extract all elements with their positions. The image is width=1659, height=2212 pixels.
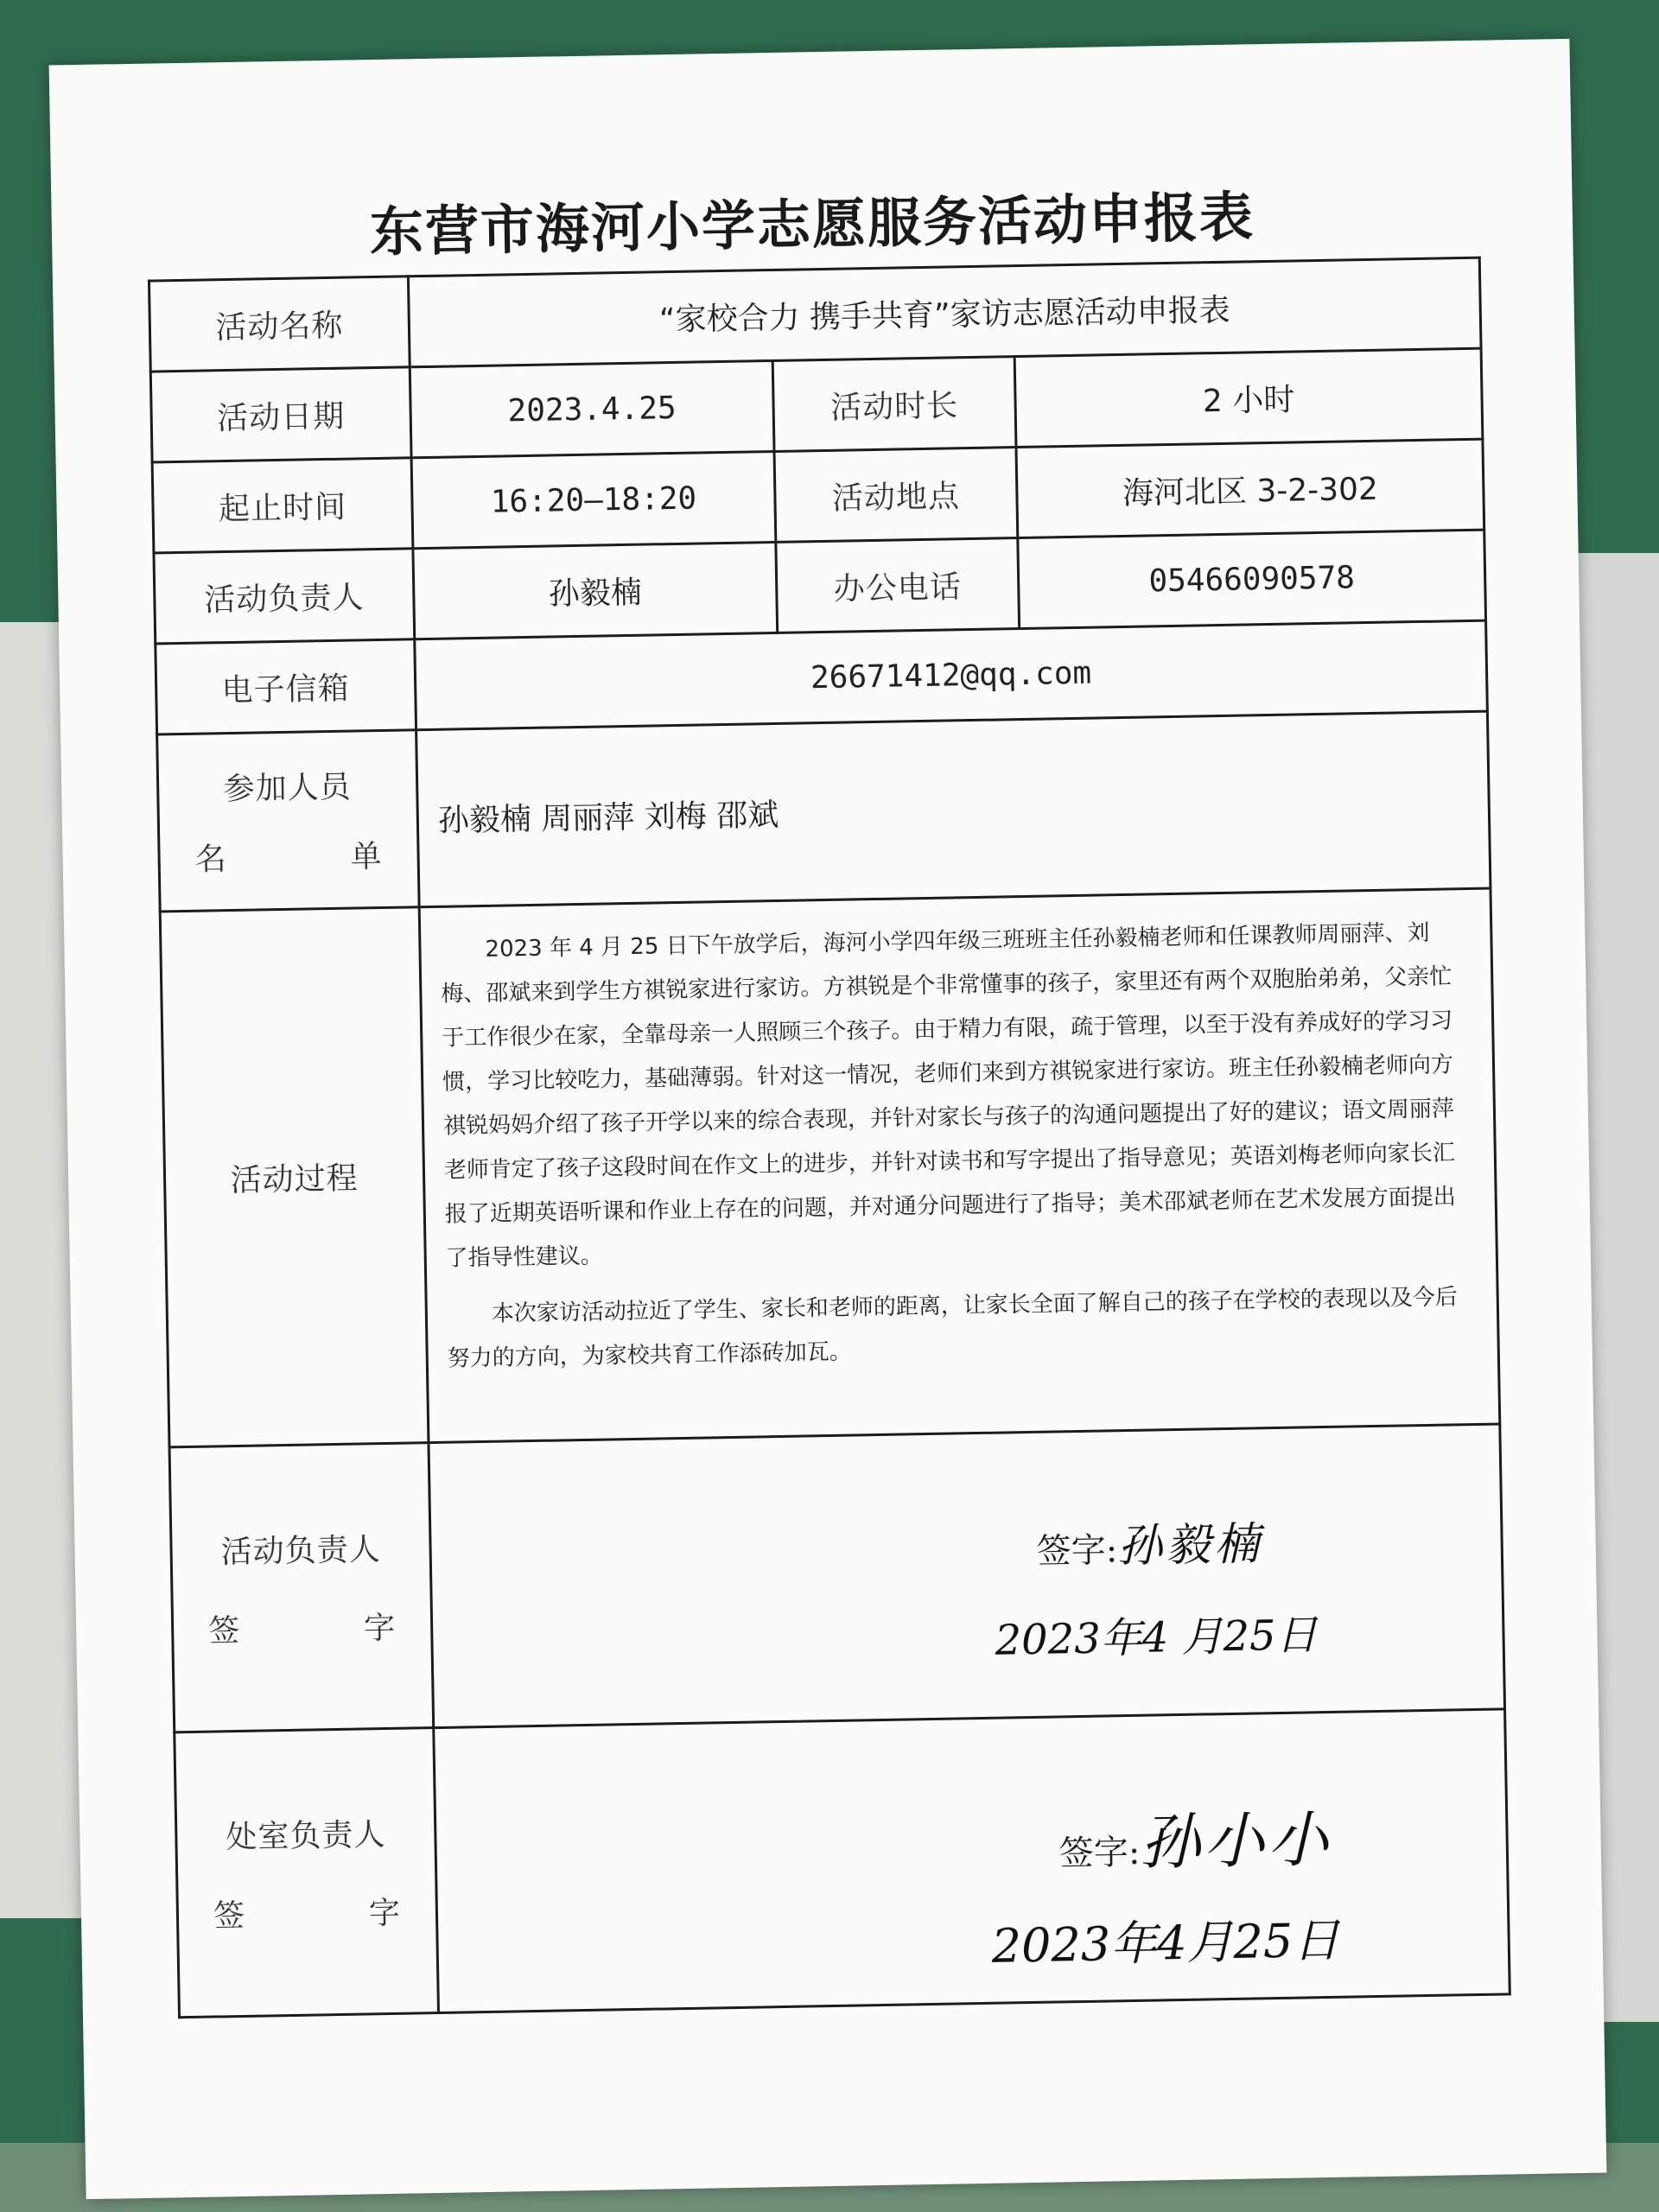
participants-value: 孙毅楠 周丽萍 刘梅 邵斌 — [416, 711, 1491, 907]
leader-sign-line — [1036, 1507, 1263, 1576]
office-handwritten-signature: 孙小小 — [1139, 1803, 1332, 1878]
participants-label-char-a: 名 — [194, 842, 228, 878]
activity-name-label: 活动名称 — [149, 276, 410, 372]
office-sign-label — [175, 1728, 439, 2018]
leader-sign-date: 2023年4 月25日 — [995, 1611, 1319, 1665]
time-value: 16:20—18:20 — [411, 451, 776, 548]
phone-value: 05466090578 — [1018, 530, 1486, 628]
phone-label: 办公电话 — [776, 538, 1020, 633]
participants-label-char-b: 单 — [350, 838, 383, 875]
leader-sign-prefix: 签字: — [1036, 1530, 1118, 1572]
process-paragraph-1: 2023 年 4 月 25 日下午放学后，海河小学四年级三班班主任孙毅楠老师和任课教师周丽萍、刘梅、邵斌来到学生方祺锐家进行家访。方祺锐是个非常懂事的孩子，家里还有两个双胞胎弟弟，父亲忙于工作很少在家，全靠母亲一人照顾三个孩子。由于精力有限，疏于管理，以至于没有养成好的学习习惯，学习比较吃力，基础薄弱。针对这一情况，老师们来到方祺锐家进行家访。班主任孙毅楠老师向方祺锐妈妈介绍了孩子开学以来的综合表现，并针对家长与孩子的沟通问题提出了好的建议；语文周丽萍老师肯定了孩子这段时间在作文上的进步，并针对读书和写字提出了指导意见；英语刘梅老师向家长汇报了近期英语听课和作业上存在的问题，并对通分问题进行了指导；美术邵斌老师在艺术发展方面提出了指导性建议。 — [441, 919, 1456, 1272]
leader-sign-label-char-b: 字 — [363, 1610, 397, 1646]
email-value: 26671412@qq.com — [415, 620, 1488, 730]
leader-sign-label-line1: 活动负责人 — [220, 1531, 381, 1570]
office-sign-label-char-b: 字 — [368, 1895, 402, 1931]
leader-label: 活动负责人 — [154, 549, 415, 644]
office-sign-label-line1: 处室负责人 — [226, 1816, 386, 1855]
row-leader-sign — [169, 1424, 1505, 1732]
office-sign-label-char-a: 签 — [213, 1897, 246, 1935]
date-label: 活动日期 — [150, 367, 411, 462]
row-participants — [157, 711, 1491, 912]
process-label: 活动过程 — [160, 907, 429, 1447]
form-paper — [49, 39, 1607, 2199]
time-label: 起止时间 — [152, 458, 413, 553]
leader-sign-label — [169, 1443, 434, 1732]
office-sign-cell — [434, 1709, 1510, 2013]
duration-label: 活动时长 — [772, 357, 1016, 452]
date-value: 2023.4.25 — [410, 360, 774, 457]
participants-label-line1: 参加人员 — [223, 769, 353, 808]
email-label: 电子信箱 — [156, 639, 416, 734]
process-text — [419, 888, 1500, 1443]
row-process — [160, 888, 1500, 1447]
location-value: 海河北区 3-2-302 — [1016, 439, 1484, 537]
participants-label — [157, 730, 420, 912]
office-sign-line — [1058, 1791, 1332, 1883]
location-label: 活动地点 — [774, 448, 1018, 543]
participants-label-line2 — [168, 831, 409, 880]
office-sign-label-line2 — [187, 1888, 427, 1936]
leader-sign-label-char-a: 签 — [207, 1612, 241, 1649]
row-office-sign — [175, 1709, 1510, 2018]
office-sign-prefix: 签字: — [1058, 1832, 1141, 1874]
activity-name-value: “家校合力 携手共育”家访志愿活动申报表 — [408, 257, 1481, 367]
leader-sign-label-line2 — [182, 1603, 423, 1651]
process-paragraph-2: 本次家访活动拉近了学生、家长和老师的距离，让家长全面了解自己的孩子在学校的表现以及今后努力的方向，为家校共育工作添砖加瓦。 — [447, 1284, 1458, 1372]
leader-sign-cell — [429, 1424, 1505, 1728]
office-sign-date: 2023年4月25日 — [991, 1912, 1340, 1974]
form-title: 东营市海河小学志愿服务活动申报表 — [369, 185, 1255, 264]
application-form-table — [148, 257, 1511, 2019]
leader-value: 孙毅楠 — [413, 542, 778, 639]
leader-handwritten-signature: 孙毅楠 — [1116, 1518, 1263, 1573]
duration-value: 2 小时 — [1014, 348, 1483, 447]
